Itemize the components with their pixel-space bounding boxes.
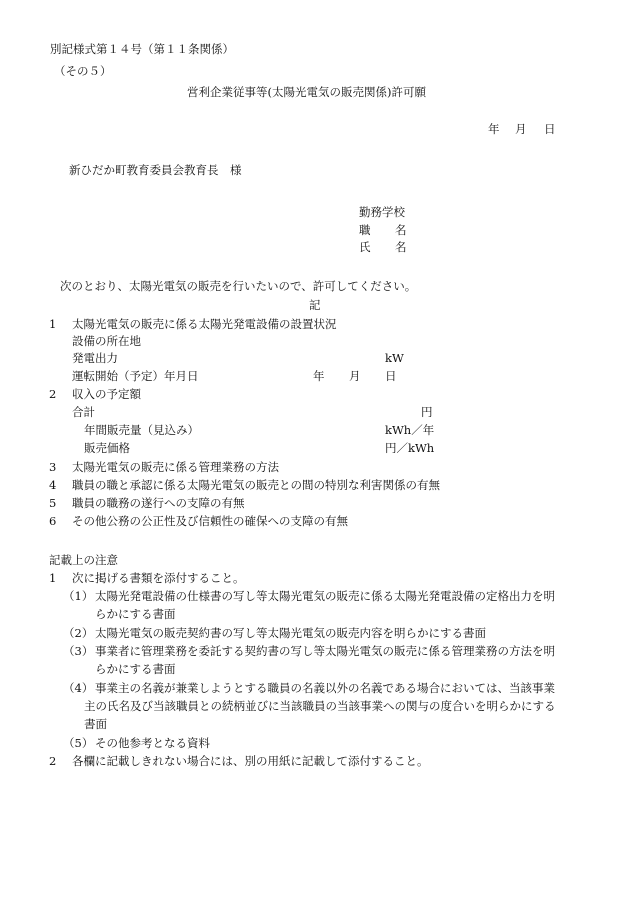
note-sub-4-line-3: 書面 [84,717,107,731]
item-1-start-month: 月 [349,369,361,383]
item-2-sales-label: 年間販売量（見込み） [84,423,199,437]
date-month: 月 [515,122,527,136]
note-sub-2-line-1: 太陽光電気の販売契約書の写し等太陽光電気の販売内容を明らかにする書面 [95,626,486,640]
request-sentence: 次のとおり、太陽光電気の販売を行いたいので、許可してください。 [60,279,417,293]
item-1-location: 設備の所在地 [72,334,141,348]
note-sub-5-number: （5） [63,736,94,750]
item-3-title: 太陽光電気の販売に係る管理業務の方法 [72,460,279,474]
item-1-start-day: 日 [385,369,397,383]
ki-label: 記 [309,298,321,312]
item-2-title: 収入の予定額 [72,387,141,401]
note-sub-3-line-2: らかにする書面 [95,662,176,676]
name-char-2: 名 [395,240,407,254]
position-char-2: 名 [395,223,407,237]
item-1-title: 太陽光電気の販売に係る太陽光発電設備の設置状況 [72,317,337,331]
note-2-number: 2 [49,754,57,768]
item-1-start-year: 年 [313,369,325,383]
item-2-price-unit: 円／kWh [385,441,435,455]
note-sub-1-line-1: 太陽光発電設備の仕様書の写し等太陽光電気の販売に係る太陽光発電設備の定格出力を明 [95,589,555,603]
date-year: 年 [488,122,500,136]
note-sub-1-number: （1） [63,589,94,603]
item-3-number: 3 [49,460,57,474]
form-label: 別記様式第１４号（第１１条関係） [50,42,234,56]
note-sub-3-line-1: 事業者に管理業務を委託する契約書の写し等太陽光電気の販売に係る管理業務の方法を明 [95,644,555,658]
page-title: 営利企業従事等(太陽光電気の販売関係)許可願 [187,85,426,99]
note-sub-5-line-1: その他参考となる資料 [95,736,210,750]
item-1-output-label: 発電出力 [72,351,118,365]
note-sub-4-line-2: 主の氏名及び当該職員との続柄並びに当該職員の当該事業への関与の度合いを明らかにする [84,699,556,713]
name-char-1: 氏 [359,240,371,254]
item-2-total-unit: 円 [421,405,433,419]
note-2-text: 各欄に記載しきれない場合には、別の用紙に記載して添付すること。 [72,754,429,768]
item-4-number: 4 [49,478,57,492]
note-1-text: 次に掲げる書類を添付すること。 [72,571,245,585]
note-sub-3-number: （3） [63,644,94,658]
notes-heading: 記載上の注意 [49,553,118,567]
note-1-number: 1 [49,571,57,585]
form-sub-label: （その５） [54,64,112,78]
item-5-title: 職員の職務の遂行への支障の有無 [72,496,245,510]
item-6-title: その他公務の公正性及び信頼性の確保への支障の有無 [72,514,348,528]
note-sub-2-number: （2） [63,626,94,640]
school-label: 勤務学校 [359,205,405,219]
item-2-sales-unit: kWh／年 [385,423,435,437]
item-1-start-label: 運転開始（予定）年月日 [72,369,199,383]
item-2-price-label: 販売価格 [84,441,130,455]
item-2-number: 2 [49,387,57,401]
item-4-title: 職員の職と承認に係る太陽光電気の販売との間の特別な利害関係の有無 [72,478,440,492]
item-5-number: 5 [49,496,57,510]
addressee: 新ひだか町教育委員会教育長 様 [69,163,242,177]
item-1-output-unit: kW [385,351,404,365]
note-sub-4-line-1: 事業主の名義が兼業しようとする職員の名義以外の名義である場合においては、当該事業 [95,681,555,695]
date-day: 日 [544,122,556,136]
position-char-1: 職 [359,223,371,237]
item-6-number: 6 [49,514,57,528]
note-sub-4-number: （4） [63,681,94,695]
item-2-total-label: 合計 [72,405,95,419]
note-sub-1-line-2: らかにする書面 [95,607,176,621]
item-1-number: 1 [49,317,57,331]
